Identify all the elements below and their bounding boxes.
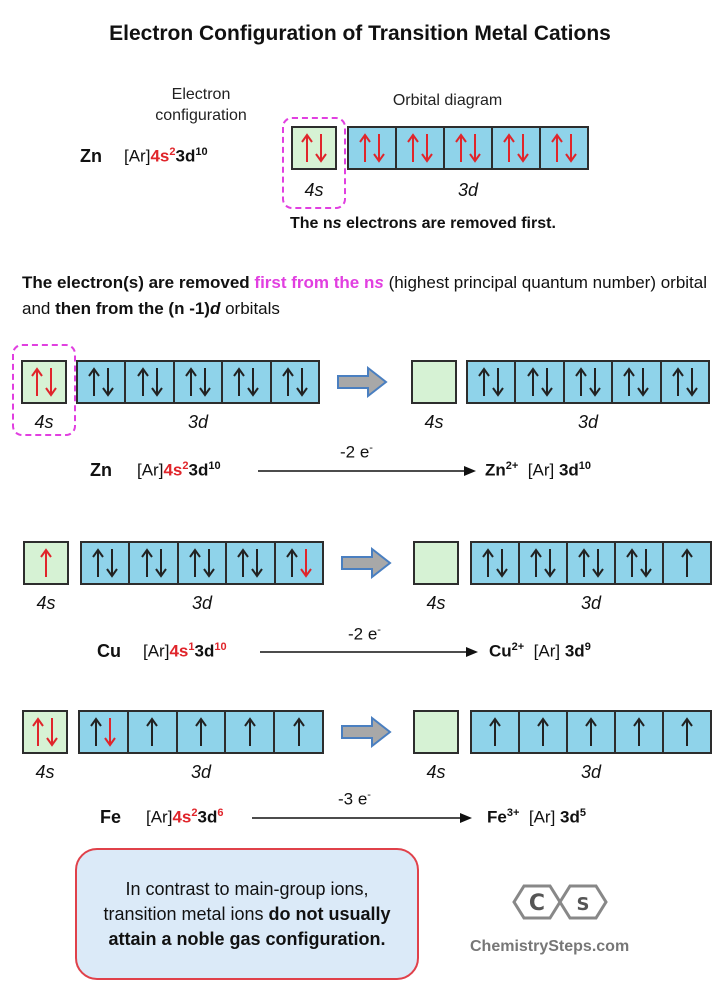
summary-callout: In contrast to main-group ions, transition metal ions do not usually attain a noble gas configuration. [75, 848, 419, 980]
orbital-4s-fe-ion [413, 710, 459, 754]
chemistry-steps-logo [506, 880, 616, 928]
orbital-4s-zn [21, 360, 67, 404]
orbital-3d-cu-ion [470, 541, 712, 585]
orbital-3d-fe-ion [470, 710, 712, 754]
orbital-3d-zn-ion [466, 360, 710, 404]
orbital-4s-zn-top [291, 126, 337, 170]
ns-removed-note: The ns electrons are removed first. [290, 215, 556, 232]
logo-site-text: ChemistrySteps.com [470, 938, 630, 955]
orbital-4s-fe [22, 710, 68, 754]
orbital-3d-zn [76, 360, 320, 404]
reaction-arrow-icon [260, 645, 480, 659]
svg-text:C: C [528, 891, 546, 916]
label-3d: 3d [577, 412, 599, 432]
electrons-removed-label: -2 e- [340, 442, 373, 462]
right-arrow-icon [340, 716, 392, 748]
removal-rule-paragraph: The electron(s) are removed first from the ns (highest principal quantum number) orbital and then from the (n -1)d orbitals [22, 273, 708, 318]
electrons-removed-label: -2 e- [348, 624, 381, 644]
right-arrow-icon [336, 366, 388, 398]
label-3d: 3d [191, 593, 213, 613]
label-4s: 4s [36, 593, 56, 613]
label-4s: 4s [35, 762, 55, 782]
label-4s: 4s [426, 762, 446, 782]
page-title: Electron Configuration of Transition Metal Cations [109, 22, 611, 45]
fe-ion-configuration: $Fe^{3+}$ [Ar] $3d^5$ [487, 807, 586, 827]
reaction-arrow-icon [258, 464, 478, 478]
cu-configuration: $[Ar]4s^13d^{10}$ [143, 641, 227, 661]
label-3d: 3d [187, 412, 209, 432]
label-4s: 4s [426, 593, 446, 613]
cu-symbol: Cu [97, 641, 121, 661]
orbital-3d-cu [80, 541, 324, 585]
zn-symbol: Zn [80, 146, 102, 166]
orbital-3d-zn-top [347, 126, 589, 170]
orbital-4s-zn-ion [411, 360, 457, 404]
orbital-4s-cu [23, 541, 69, 585]
orbital-diagram-label: Orbital diagram [392, 92, 503, 109]
electrons-removed-label: -3 e- [338, 789, 371, 809]
right-arrow-icon [340, 547, 392, 579]
label-3d: 3d [190, 762, 212, 782]
label-3d: 3d [580, 593, 602, 613]
zn-symbol: Zn [90, 460, 112, 480]
zn-ion-configuration: $Zn^{2+}$ [Ar] $3d^{10}$ [485, 460, 592, 480]
zn-configuration: $[Ar]4s^23d^{10}$ [124, 146, 208, 166]
cu-ion-configuration: $Cu^{2+}$ [Ar] $3d^9$ [489, 641, 591, 661]
orbital-4s-cu-ion [413, 541, 459, 585]
orbital-3d-fe [78, 710, 324, 754]
label-3d-top: 3d [457, 180, 479, 200]
label-4s: 4s [424, 412, 444, 432]
fe-symbol: Fe [100, 807, 122, 827]
label-4s: 4s [34, 412, 54, 432]
label-3d: 3d [580, 762, 602, 782]
svg-text:S: S [576, 894, 590, 915]
zn-configuration: $[Ar]4s^23d^{10}$ [137, 460, 221, 480]
label-4s-top: 4s [304, 180, 324, 200]
fe-configuration: $[Ar]4s^23d^6$ [146, 807, 224, 827]
reaction-arrow-icon [252, 811, 474, 825]
electron-configuration-label: Electron configuration [155, 86, 247, 124]
